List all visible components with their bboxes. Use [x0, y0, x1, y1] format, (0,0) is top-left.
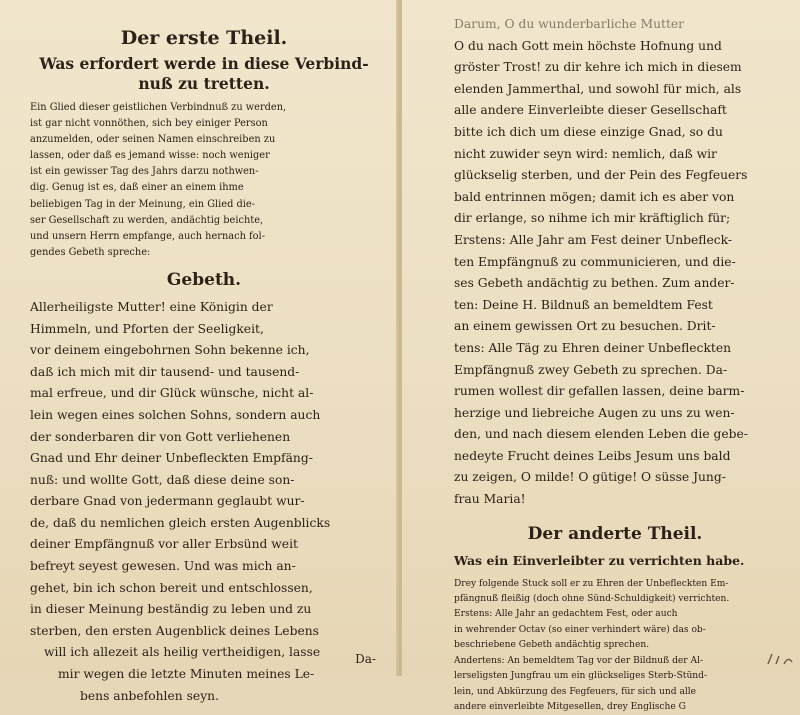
text-line: Ein Glied dieser geistlichen Verbindnuß zu werden, — [30, 102, 287, 113]
text-line: daß ich mich mit dir tausend- und tausend- — [30, 364, 300, 379]
text-line: gröster Trost! zu dir kehre ich mich in diesem — [454, 60, 742, 75]
text-line: Andertens: An bemeldtem Tag vor der Bildnuß der Al- — [454, 655, 704, 666]
ink-mark-decoration — [766, 652, 796, 670]
text-line: anzumelden, oder seinen Namen einschreiben zu — [30, 134, 276, 146]
part-two-subheading: Was ein Einverleibter zu verrichten habe. — [454, 552, 745, 568]
text-line: frau Maria! — [454, 492, 526, 507]
text-line: rumen wollest dir gefallen lassen, deine barm- — [454, 384, 745, 399]
text-line: deiner Empfängnuß vor aller Erbsünd weit — [30, 537, 298, 552]
prayer-continuation — [454, 14, 776, 511]
text-line: gendes Gebeth spreche: — [30, 246, 151, 258]
text-line: in wehrender Octav (so einer verhindert wäre) das ob- — [454, 624, 706, 635]
text-line: lassen, oder daß es jemand wisse: noch weniger — [30, 150, 270, 162]
part-one-heading: Der erste Theil. — [120, 27, 288, 49]
text-line: mal erfreue, und dir Glück wünsche, nicht al- — [30, 386, 314, 401]
text-line: lein wegen eines solchen Sohns, sondern auch — [30, 407, 321, 422]
text-line: nicht zuwider seyn wird: nemlich, daß wir — [454, 146, 717, 161]
text-line: bald entrinnen mögen; damit ich es aber von — [454, 189, 735, 204]
text-line: Erstens: Alle Jahr am Fest deiner Unbefleck- — [454, 232, 733, 247]
text-line: an einem gewissen Ort zu besuchen. Drit- — [454, 319, 716, 334]
text-line: pfängnuß fleißig (doch ohne Sünd-Schuldigkeit) verrichten. — [454, 594, 730, 605]
subheading-line: nuß zu tretten. — [138, 74, 270, 93]
text-line: dig. Genug ist es, daß einer an einem ihme — [30, 182, 244, 194]
text-line: Empfängnuß zwey Gebeth zu sprechen. Da- — [454, 362, 728, 377]
text-line: Erstens: Alle Jahr an gedachtem Fest, oder auch — [454, 609, 678, 620]
text-line: ser Gesellschaft zu werden, andächtig beichte, — [30, 214, 264, 226]
text-line: andere einverleibte Mitgesellen, drey Englische G — [454, 701, 686, 712]
text-line: Himmeln, und Pforten der Seeligkeit, — [30, 321, 264, 336]
part-two-heading: Der anderte Theil. — [527, 523, 703, 544]
text-line: de, daß du nemlichen gleich ersten Augenblicks — [30, 515, 331, 530]
text-line: nedeyte Frucht deines Leibs Jesum uns bald — [454, 448, 731, 463]
text-line: glückselig sterben, und der Pein des Fegfeuers — [454, 168, 748, 183]
text-line: vor deinem eingebohrnen Sohn bekenne ich, — [30, 343, 310, 358]
text-line: Gnad und Ehr deiner Unbefleckten Empfäng- — [30, 451, 313, 466]
text-line: will ich allezeit als heilig vertheidigen, lasse — [44, 645, 321, 660]
text-line: sterben, den ersten Augenblick deines Lebens — [30, 623, 319, 638]
text-line: dir erlange, so nihme ich mir kräftiglich für; — [454, 211, 731, 226]
right-page — [402, 0, 800, 712]
text-line: lein, und Abkürzung des Fegfeuers, für sich und alle — [454, 686, 697, 697]
prayer-title: Gebeth. — [166, 269, 242, 290]
catchword: Da- — [355, 652, 376, 666]
text-line: beliebigen Tag in der Meinung, ein Glied die- — [30, 198, 255, 210]
text-line: und unsern Herrn empfange, auch hernach fol- — [30, 230, 266, 242]
text-line: elenden Jammerthal, und sowohl für mich, als — [454, 81, 742, 96]
text-line: in dieser Meinung beständig zu leben und zu — [30, 602, 312, 617]
text-line: ten: Deine H. Bildnuß an bemeldtem Fest — [454, 297, 713, 312]
text-line: nuß: und wollte Gott, daß diese deine son- — [30, 472, 295, 487]
text-line: derbare Gnad von jedermann geglaubt wur- — [30, 494, 305, 509]
text-line: O du nach Gott mein höchste Hofnung und — [454, 38, 722, 53]
text-line: Darum, O du wunderbarliche Mutter — [454, 17, 685, 31]
text-line: ist gar nicht vonnöthen, sich bey einiger Person — [30, 118, 268, 130]
text-line: alle andere Einverleibte dieser Gesellschaft — [454, 103, 727, 118]
text-line: ist ein gewisser Tag des Jahrs darzu nothwen- — [30, 166, 259, 178]
text-line: den, und nach diesem elenden Leben die gebe- — [454, 427, 748, 442]
left-page — [0, 0, 398, 703]
text-line: zu zeigen, O milde! O gütige! O süsse Jung- — [454, 470, 726, 485]
text-line: ses Gebeth andächtig zu bethen. Zum ander- — [454, 276, 735, 291]
text-line: herzige und liebreiche Augen zu uns zu wen- — [454, 405, 735, 420]
ink-scribble-icon — [766, 652, 796, 666]
text-line: ten Empfängnuß zu communicieren, und die- — [454, 254, 736, 269]
subheading-line: Was erfordert werde in diese Verbind- — [39, 54, 369, 73]
text-line: beschriebene Gebeth andächtig sprechen. — [454, 640, 650, 651]
text-line: Allerheiligste Mutter! eine Königin der — [30, 299, 273, 314]
text-line: bitte ich dich um diese einzige Gnad, so du — [454, 124, 723, 139]
text-line: mir wegen die letzte Minuten meines Le- — [58, 667, 315, 682]
text-line: bens anbefohlen seyn. — [80, 688, 219, 703]
prayer-paragraph — [30, 297, 378, 707]
intro-paragraph — [30, 100, 378, 261]
part-two-paragraph — [454, 577, 776, 715]
text-line: lerseligsten Jungfrau um ein glückseliges Sterb-Stünd- — [454, 671, 708, 682]
text-line: Drey folgende Stuck soll er zu Ehren der Unbefleckten Em- — [454, 578, 729, 589]
text-line: tens: Alle Täg zu Ehren deiner Unbefleckten — [454, 340, 732, 355]
text-line: befreyt seyest gewesen. Und was mich an- — [30, 559, 296, 574]
text-line: der sonderbaren dir von Gott verliehenen — [30, 429, 291, 444]
part-one-subheading — [30, 54, 378, 94]
text-line: gehet, bin ich schon bereit und entschlossen, — [30, 580, 313, 595]
